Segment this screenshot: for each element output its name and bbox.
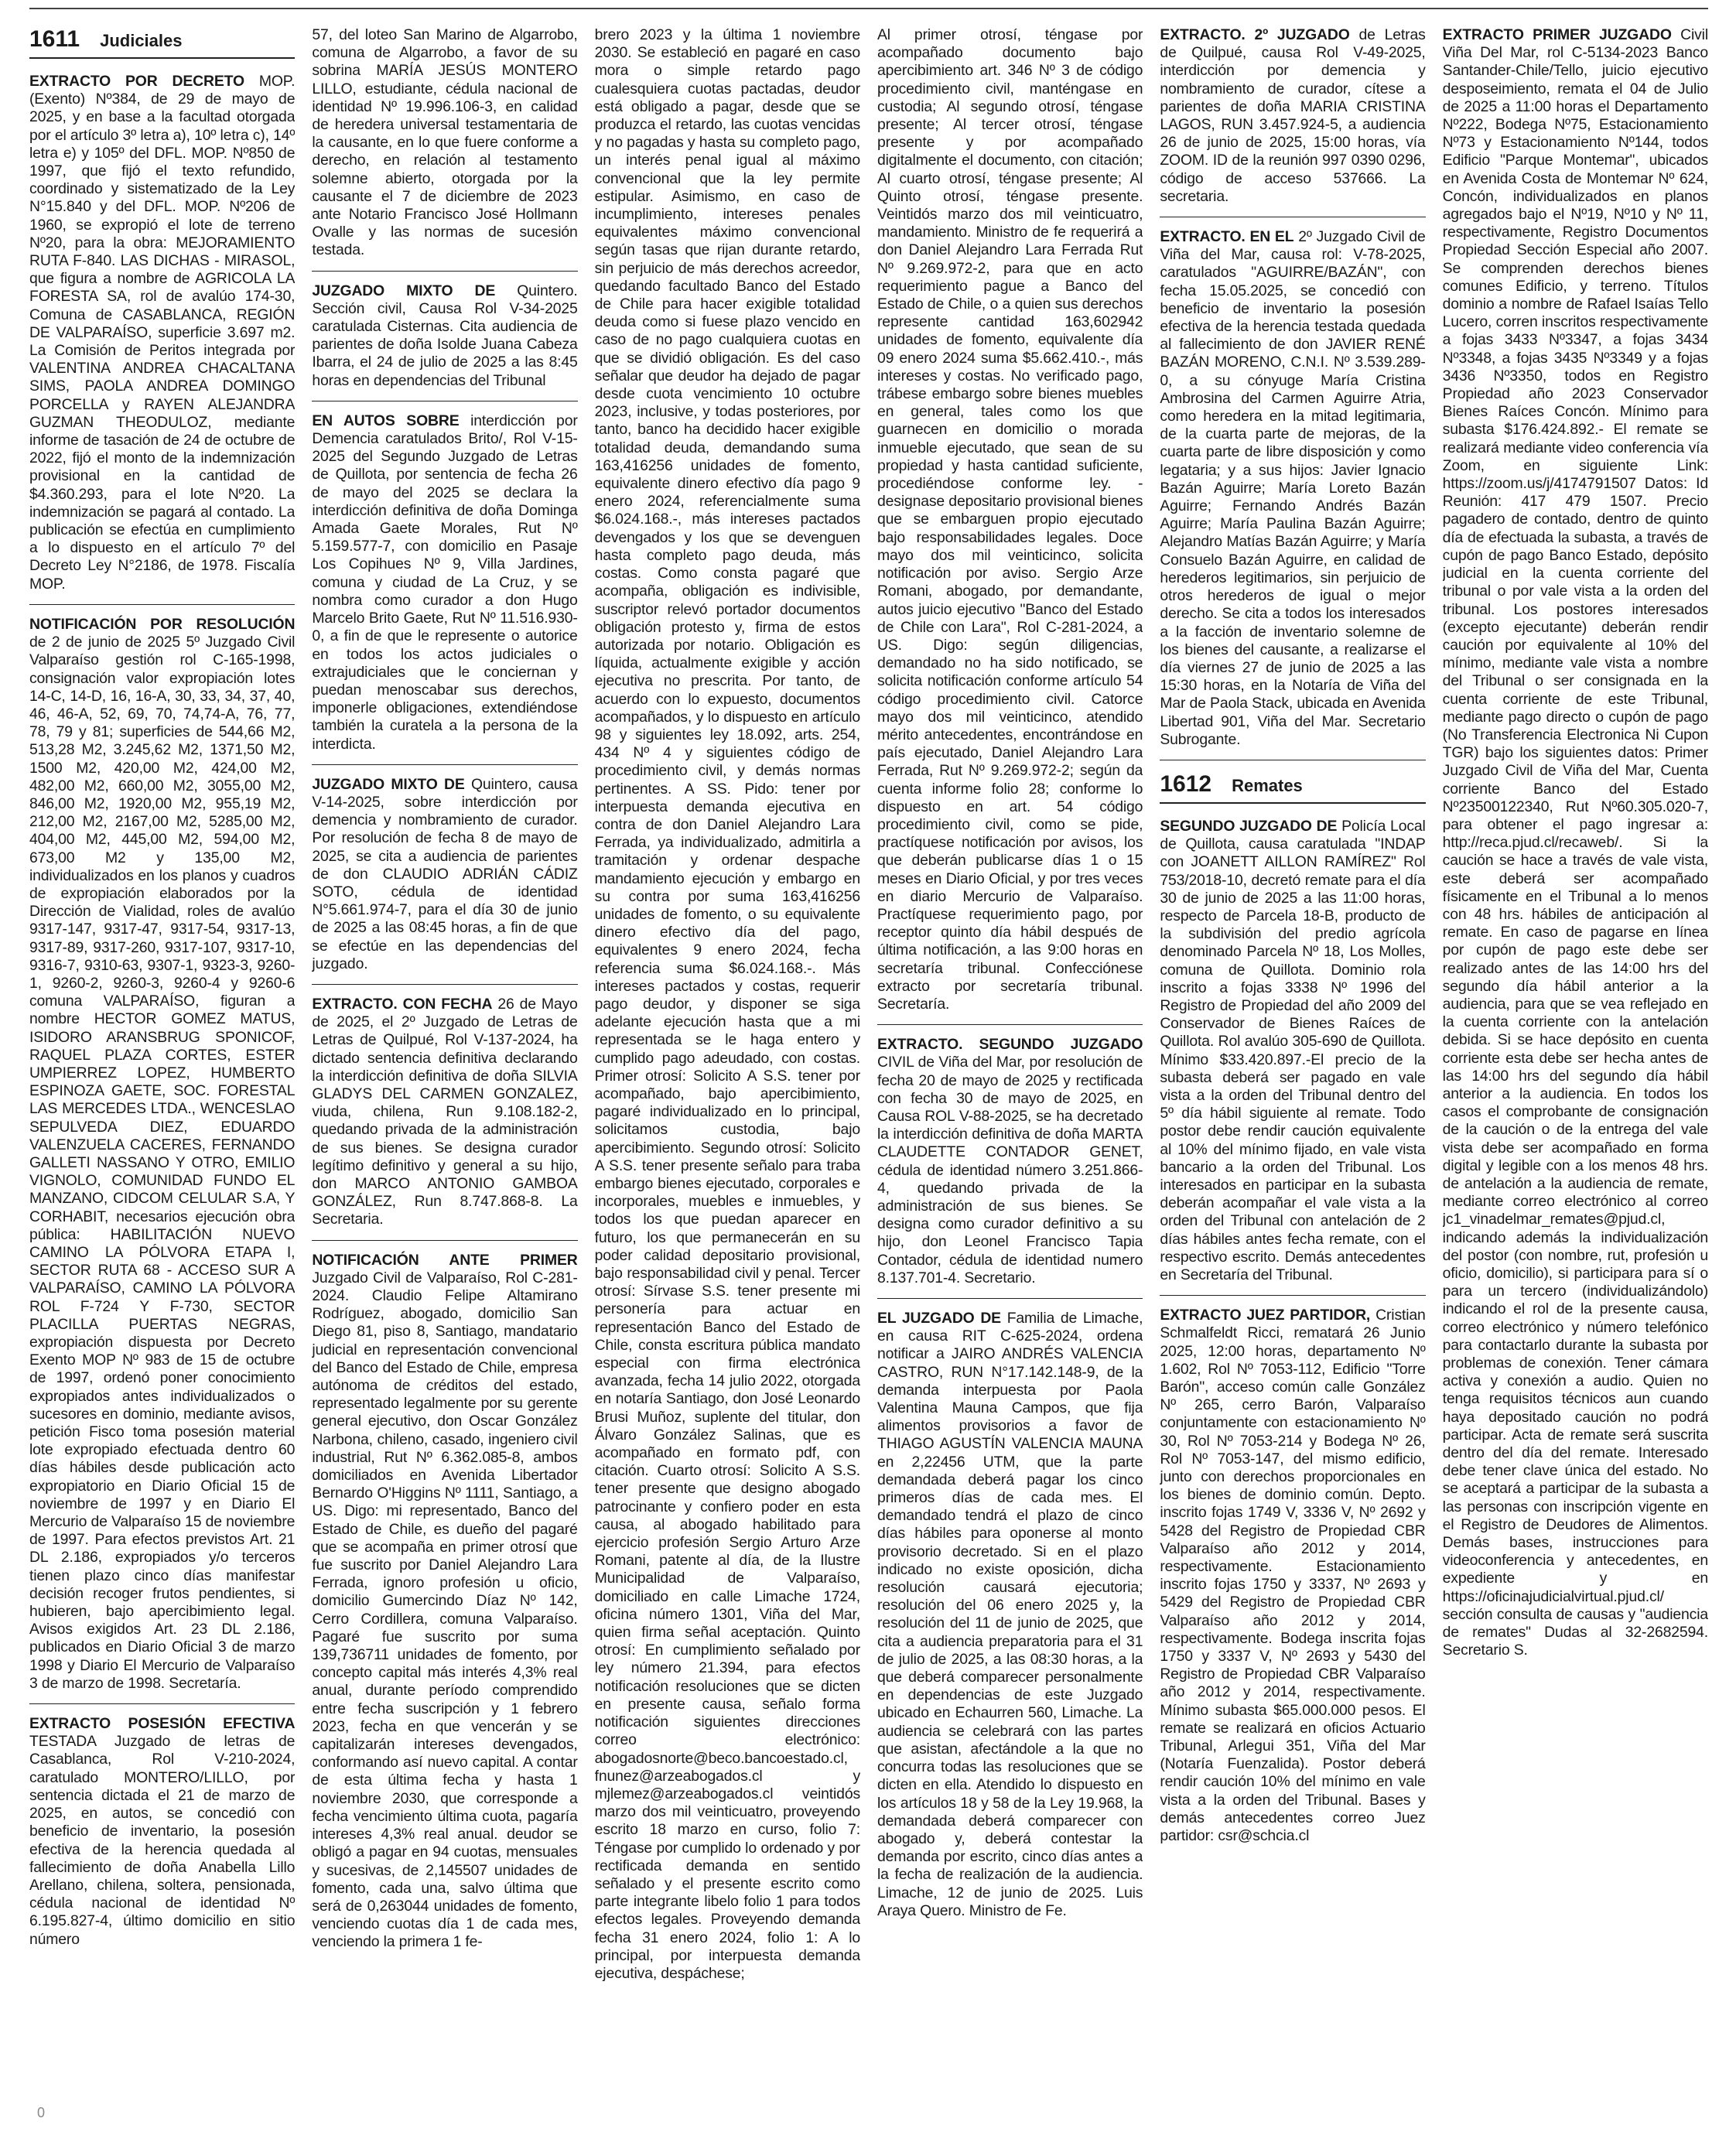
notices-column-2 (312, 26, 577, 1963)
section-number: 1611 (29, 26, 80, 52)
notice-lead: JUZGADO MIXTO DE (312, 775, 465, 793)
notice-lead: EXTRACTO POSESIÓN EFECTIVA (29, 1715, 296, 1733)
legal-notice (29, 73, 295, 605)
page-number: 0 (37, 2105, 46, 2120)
legal-notice (1160, 26, 1425, 217)
column-2 (312, 23, 577, 2081)
legal-notice (29, 616, 295, 1704)
notices-column-1 (29, 73, 295, 1959)
legal-notice (312, 26, 577, 272)
legal-notice (877, 1036, 1143, 1299)
legal-notice (877, 26, 1143, 1025)
legal-notice (1443, 26, 1708, 1670)
notice-text: Quintero, causa V-14-2025, sobre interdicción por demencia y nombramiento de curador. Por resolución de fecha 8 de mayo de 2025, se cita a audiencia de parientes de don CLAUDIO ADRIÁN CÁDIZ SOTO, cédula de identidad N°5.661.974-7, para el día 30 de junio de 2025 a las 08:45 horas, a fin de que se efectúe en las dependencias del juzgado. (312, 775, 578, 972)
notice-text: 26 de Mayo de 2025, el 2º Juzgado de Letras de Letras de Quilpué, Rol V-137-2024, ha dictado sentencia definitiva declarando la interdicción definitiva de doña SILVIA GLADYS DEL CARMEN GONZALEZ, viuda, chilena, Run 9.108.182-2, quedando privada de la administración de sus bienes. Se designa curador legítimo definitivo y general a su hijo, don MARCO ANTONIO GAMBOA GONZÁLEZ, Run 8.747.868-8. La Secretaria. (312, 995, 578, 1228)
section-name: Remates (1232, 775, 1303, 795)
notice-lead: SEGUNDO JUZGADO DE (1160, 817, 1338, 835)
notice-lead: EXTRACTO. 2º JUZGADO (1160, 26, 1350, 43)
legal-notice (1160, 228, 1425, 760)
section-header-remates (1160, 771, 1425, 804)
notice-lead: EXTRACTO. CON FECHA (312, 995, 493, 1013)
notice-text: brero 2023 y la última 1 noviembre 2030. Se estableció en pagaré en caso mora o simple retardo pago cualesquiera cuotas pactadas, deudor está obligado a pagar, desde que se produzca el retardo, las cuotas vencidas y no pagadas y hasta su completo pago, un interés penal igual al máximo convencional que la ley permite estipular. Asimismo, en caso de incumplimiento, intereses penales equivalentes máximo convencional según tasas que rijan durante retardo, sin perjuicio de más derechos acreedor, quedando facultado Banco del Estado de Chile para hacer exigible totalidad deuda como si fuese plazo vencido en caso de no pago cualquiera cuotas en que se dividió obligación. Es del caso señalar que deudor ha dejado de pagar desde cuota vencimiento 10 octubre 2023, inclusive, y todas posteriores, por tanto, banco ha decidido hacer exigible totalidad deuda, demandando suma 163,416256 unidades de fomento, equivalente dinero efectivo día pago 9 enero 2024, referencialmente suma $6.024.168.-, más intereses pactados devengados y los que se devenguen hasta completo pago deuda, más costas. Como consta pagaré que acompaña, obligación es indivisible, suscriptor relevó portador documentos obligación protesto y, firma de estos autorizada por notario. Obligación es líquida, actualmente exigible y acción ejecutiva no prescrita. Por tanto, de acuerdo con lo expuesto, documentos acompañados, y lo dispuesto en artículo 98 y siguientes ley 18.092, arts. 254, 434 Nº 4 y siguientes código de procedimiento civil, y demás normas pertinentes. A SS. Pido: tener por interpuesta demanda ejecutiva en contra de don Daniel Alejandro Lara Ferrada, ya individualizado, admitirla a tramitación y ordenar despache mandamiento ejecución y embargo en su contra por suma 163,416256 unidades de fomento, o su equivalente dinero efectivo día del pago, equivalentes 9 enero 2024, fecha referencia suma $6.024.168.-. Más intereses pactados y costas, requerir pago deudor, y disponer se siga adelante ejecución hasta que a mi representada se le haga entero y cumplido pago adeudado, con costas. Primer otrosí: Solicito A S.S. tener por acompañado, bajo apercibimiento, pagaré individualizado en lo principal, solicitamos custodia, bajo apercibimiento. Segundo otrosí: Solicito A S.S. tener presente señalo para traba embargo bienes ejecutado, corporales e incorporales, muebles e inmuebles, y todos los que puedan aparecer en futuro, los que permanecerán en su poder calidad depositario provisional, bajo responsabilidad civil y penal. Tercer otrosí: Sírvase S.S. tener presente mi personería para actuar en representación Banco del Estado de Chile, consta escritura pública mandato especial con firma electrónica avanzada, fecha 14 julio 2022, otorgada en notaría Santiago, don José Leonardo Brusi Muñoz, suplente del titular, don Álvaro González Salinas, que es acompañado en formato pdf, con citación. Cuarto otrosí: Solicito A S.S. tener presente que designo abogado patrocinante y confiero poder en esta causa, al abogado habilitado para ejercicio profesión Sergio Arturo Arze Romani, patente al día, de la Ilustre Municipalidad de Valparaíso, domiciliado en calle Limache 1724, oficina número 1301, Viña del Mar, quien firma señal aceptación. Quinto otrosí: En cumplimiento señalado por ley número 21.394, para efectos notificación resoluciones que se dicten en presente causa, señalo forma notificación siguientes direcciones correo electrónico: abogadosnorte@beco.bancoestado.cl, fnunez@arzeabogados.cl y mjlemez@arzeabogados.cl veintidós marzo dos mil veinticuatro, proveyendo escrito 18 marzo en curso, folio 7: Téngase por cumplido lo ordenado y por rectificada demanda en sentido señalado y el presente escrito como parte integrante libelo folio 1 para todos efectos legales. Proveyendo demanda fecha 31 enero 2024, folio 1: A lo principal, por interpuesta demanda ejecutiva, despáchese; (594, 26, 860, 1982)
column-3 (595, 23, 860, 2081)
section-name: Judiciales (100, 31, 183, 50)
top-rule (29, 8, 1708, 9)
legal-notice (312, 1252, 577, 1963)
notice-text: Civil Viña Del Mar, rol C-5134-2023 Banco Santander-Chile/Tello, juicio ejecutivo desposeimiento, remata el 04 de Julio de 2025 a 11:00 horas el Departamento Nº222, Bodega Nº75, Estacionamiento Nº73 y Estacionamiento Nº144, todos Edificio "Parque Montemar", ubicados en Avenida Costa de Montemar Nº 624, Concón, individualizados en planos agregados bajo el Nº19, Nº10 y Nº 11, respectivamente, Registro Documentos Propiedad Sección Especial año 2007. Se comprenden derechos bienes comunes Edificio, y terreno. Títulos dominio a nombre de Rafael Isaías Tello Lucero, corren inscritos respectivamente a fojas 3433 Nº3347, a fojas 3434 Nº3348, a fojas 3435 Nº3349 y a fojas 3436 Nº3350, todos en Registro Propiedad año 2023 Conservador Bienes Raíces Concón. Mínimo para subasta $176.424.892.- El remate se realizará mediante video conferencia vía Zoom, en siguiente Link: https://zoom.us/j/4174791507 Datos: Id Reunión: 417 479 1507. Precio pagadero de contado, dentro de quinto día de efectuada la subasta, a través de cupón de pago Banco Estado, depósito judicial en la cuenta corriente del tribunal o por vale vista a la orden del tribunal. Los postores interesados (excepto ejecutante) deberán rendir caución por equivalente al 10% del mínimo, mediante vale vista a nombre del Tribunal o ser consignada en la cuenta corriente de este Tribunal, mediante pago directo o cupón de pago (No Transferencia Electronica Ni Cupon TGR) bajo los siguientes datos: Primer Juzgado Civil de Viña del Mar, Cuenta corriente Banco del Estado Nº23500122340, Rut Nº60.305.020-7, para obtener el pago ingresar a: http://reca.pjud.cl/recaweb/. Si la caución se hace a través de vale vista, este deberá ser acompañado físicamente en el Tribunal a lo menos con 48 hrs. hábiles de anticipación al remate. En caso de pagarse en línea por cupón de pago este debe ser realizado antes de las 14:00 hrs del segundo día hábil anterior a la audiencia, para que se vea reflejado en la cuenta corriente con la antelación debida. Si se hace depósito en cuenta corriente esta debe ser hecha antes de las 14:00 hrs del segundo día hábil anterior a la audiencia. En todos los casos el comprobante de consignación de la caución o de la entrega del vale vista debe ser acompañado en forma digital y legible con a los menos 48 hrs. de antelación a la audiencia de remate, mediante correo electrónico al correo jc1_vinadelmar_remates@pjud.cl, indicando además la individualización del postor (con nombre, rut, profesión u oficio, domicilio), si participara para sí o para un tercero (individualizándolo) indicando el rol de la presente causa, correo electrónico y número telefónico para contactarlo durante la subasta por problemas de conexión. Tener cámara activa y conexión a audio. Quien no tenga requisitos técnicos aun cuando haya depositado caución no podrá participar. Acta de remate será suscrita dentro del día del remate. Interesado debe tener clave única del estado. No se aceptará a participar de la subasta a las personas con inscripción vigente en el Registro de Deudores de Alimentos. Demás bases, instrucciones para videoconferencia y antecedentes, en expediente y en https://oficinajudicialvirtual.pjud.cl/ sección consulta de causas y "audiencia de remates" Dudas al 32-2682594. Secretario S. (1442, 26, 1708, 1659)
notice-text: Al primer otrosí, téngase por acompañado documento bajo apercibimiento art. 346 Nº 3 de código procedimiento civil, manténgase en custodia; Al segundo otrosí, téngase presente; Al tercer otrosí, téngase presente y por acompañado digitalmente el documento, con citación; Al cuarto otrosí, téngase presente; Al Quinto otrosí, téngase presente. Veintidós marzo dos mil veinticuatro, mandamiento. Ministro de fe requerirá a don Daniel Alejandro Lara Ferrada Rut Nº 9.269.972-2, para que en acto requerimiento pague a Banco del Estado de Chile, o a quien sus derechos represente cantidad 163,602942 unidades de fomento, equivalente día 09 enero 2024 suma $5.662.410.-, más intereses y costas. No verificado pago, trábese embargo sobre bienes muebles en general, tales como los que guarnecen en domicilio o morada inmueble ejecutado, que sean de su propiedad y hasta cantidad suficiente, procediéndose conforme ley. - designase depositario provisional bienes que se embarguen propio ejecutado bajo responsabilidades legales. Doce mayo dos mil veinticinco, solicita notificación por aviso. Sergio Arze Romani, abogado, por demandante, autos juicio ejecutivo "Banco del Estado de Chile con Lara", Rol C-281-2024, a US. Digo: según diligencias, demandado no ha sido notificado, se solicita notificación conforme artículo 54 código procedimiento civil. Catorce mayo dos mil veinticinco, atendido mérito antecedentes, encontrándose en país ejecutado, Daniel Alejandro Lara Ferrada, Rut Nº 9.269.972-2; según da cuenta informe folio 28; conforme lo dispuesto en art. 54 código procedimiento civil, como se pide, practíquese notificación por avisos, los que deberán publicarse días 1 o 15 meses en Diario Oficial, y por tres veces en diario Mercurio de Valparaíso. Practíquese requerimiento pago, por receptor quinto día hábil después de última notificación, a las 9:00 horas en secretaría tribunal. Confecciónese extracto por secretaría tribunal. Secretaría. (877, 26, 1143, 1013)
notice-lead: EN AUTOS SOBRE (312, 412, 460, 429)
notice-text: Juzgado Civil de Valparaíso, Rol C-281-2024. Claudio Felipe Altamirano Rodríguez, abogado, domicilio San Diego 81, piso 8, Santiago, mandatario judicial en representación convencional del Banco del Estado de Chile, empresa autónoma de créditos del estado, representado legalmente por su gerente general ejecutivo, don Oscar González Narbona, chileno, casado, ingeniero civil industrial, Rut Nº 6.362.085-8, ambos domiciliados en Avenida Libertador Bernardo O'Higgins Nº 1111, Santiago, a US. Digo: mi representado, Banco del Estado de Chile, es dueño del pagaré que se acompaña en primer otrosí que fue suscrito por Daniel Alejandro Lara Ferrada, ignoro profesión u oficio, domicilio Gumercindo Díaz Nº 142, Cerro Cordillera, comuna Valparaíso. Pagaré fue suscrito por suma 139,736711 unidades de fomento, por concepto capital más interés 4,3% real anual, durante período comprendido entre fecha suscripción y 1 febrero 2023, fecha en que vencerán y se capitalizarán intereses devengados, conformando así nuevo capital. A contar de esta última fecha y hasta 1 noviembre 2030, que corresponde a fecha vencimiento última cuota, pagaría intereses 4,3% real anual. deudor se obligó a pagar en 94 cuotas, mensuales y sucesivas, de 2,145507 unidades de fomento, cada una, salvo última que será de 0,263044 unidades de fomento, venciendo cuotas día 1 de cada mes, venciendo la primera 1 fe- (312, 1269, 578, 1951)
column-1 (29, 23, 295, 2081)
columns (29, 23, 1708, 2081)
notice-text: de 2 de junio de 2025 5º Juzgado Civil Valparaíso gestión rol C-165-1998, consignación valor expropiación lotes 14-C, 14-D, 16, 16-A, 30, 33, 34, 37, 40, 46, 46-A, 52, 69, 70, 74,74-A, 76, 77, 78, 79 y 81; superficies de 544,66 M2, 513,28 M2, 3.245,62 M2, 1371,50 M2, 1500 M2, 420,00 M2, 424,00 M2, 482,00 M2, 660,00 M2, 3055,00 M2, 846,00 M2, 1920,00 M2, 955,19 M2, 212,00 M2, 2167,00 M2, 5285,00 M2, 404,00 M2, 445,00 M2, 594,00 M2, 673,00 M2 y 135,00 M2, individualizados en los planos y cuadros de expropiación elaborados por la Dirección de Vialidad, roles de avalúo 9317-147, 9317-47, 9317-54, 9317-13, 9317-89, 9317-260, 9317-107, 9317-10, 9316-7, 9310-63, 9307-1, 9323-3, 9260-1, 9260-2, 9260-3, 9260-4 y 9260-6 comuna VALPARAÍSO, figuran a nombre HECTOR GOMEZ MATUS, ISIDORO ARANSBRUG SPONICOF, RAQUEL PLAZA CORTES, ESTER UMPIERREZ LOPEZ, HUMBERTO ESPINOZA GAETE, SOC. FORESTAL LAS MERCEDES LTDA., WENCESLAO SEPULVEDA DIEZ, EDUARDO VALENZUELA CACERES, FERNANDO GALLETI NASSANO Y OTRO, EMILIO VIGNOLO, COMUNIDAD FUNDO EL MANZANO, CIDCOM CELULAR S.A, Y CORHABIT, necesarios ejecución obra pública: HABILITACIÓN NUEVO CAMINO LA PÓLVORA ETAPA I, SECTOR RUTA 68 - ACCESO SUR A VALPARAÍSO, CAMINO LA PÓLVORA ROL F-724 Y F-730, SECTOR PLACILLA PUERTAS NEGRAS, expropiación dispuesta por Decreto Exento MOP Nº 983 de 15 de octubre de 1997, ordenó poner conocimiento expropiados antes individualizados o sucesores en dominio, mediante avisos, petición Fisco toma posesión material lote expropiado efectuada dentro 60 días hábiles desde publicación acto expropiatorio en Diario Oficial 15 de noviembre de 1997 y en Diario El Mercurio de Valparaíso 15 de noviembre de 1997. Para efectos previstos Art. 21 DL 2.186, expropiados y/o terceros tienen plazo cinco días manifestar decisión recoger frutos pendientes, si hubieren, bajo apercibimiento legal. Avisos exigidos Art. 23 DL 2.186, publicados en Diario Oficial 3 de marzo 1998 y Diario El Mercurio de Valparaíso 3 de marzo de 1998. Secretaría. (29, 634, 296, 1692)
notices-column-6 (1443, 26, 1708, 1670)
column-6 (1443, 23, 1708, 2081)
notices-column-3 (595, 26, 860, 1994)
notice-text: de Letras de Quilpué, causa Rol V-49-2025, interdicción por demencia y nombramiento de curador, cítese a parientes de doña MARIA CRISTINA LAGOS, RUN 3.457.924-5, a audiencia 26 de junio de 2025, 15:00 horas, vía ZOOM. ID de la reunión 997 0390 0296, código de acceso 537666. La secretaria. (1160, 26, 1426, 205)
column-4 (877, 23, 1143, 2081)
notice-lead: NOTIFICACIÓN ANTE PRIMER (312, 1251, 578, 1269)
notice-text: Policía Local de Quillota, causa caratulada "INDAP con JOANETT AILLON RAMÍREZ" Rol 753/2018-10, decretó remate para el día 30 de junio de 2025 a las 11:00 horas, respecto de Parcela 18-B, producto de la subdivisión del predio agrícola denominado Parcela Nº 18, Los Molles, comuna de Quillota. Dominio rola inscrito a fojas 3338 Nº 1996 del Registro de Propiedad del año 2009 del Conservador de Bienes Raíces de Quillota. Rol avalúo 305-690 de Quillota. Mínimo $33.420.897.-El precio de la subasta deberá ser pagado en vale vista a la orden del Tribunal dentro del 5º día hábil siguiente al remate. Todo postor debe rendir caución equivalente al 10% del mínimo fijado, en vale vista bancario a la orden del Tribunal. Los interesados en participar en la subasta deberán acompañar el vale vista a la orden del Tribunal con antelación de 2 días hábiles antes fecha remate, con el respectivo escrito. Demás antecedentes en Secretaría del Tribunal. (1160, 817, 1426, 1283)
column-5 (1160, 23, 1425, 2081)
legal-notice (312, 412, 577, 765)
notice-lead: EXTRACTO POR DECRETO (29, 73, 244, 90)
notice-text: 57, del loteo San Marino de Algarrobo, comuna de Algarrobo, a favor de su sobrina MARÍA JESÚS MONTERO LILLO, estudiante, cédula nacional de identidad Nº 19.996.106-3, en calidad de heredera universal testamentaria de la causante, en lo que fuere conforme a derecho, en relación al testamento solemne abierto, otorgada por la causante el 7 de diciembre de 2023 ante Notario Francisco José Hollmann Ovalle y las normas de sucesión testada. (312, 26, 578, 259)
notice-lead: EXTRACTO. EN EL (1160, 228, 1294, 246)
notice-lead: EXTRACTO JUEZ PARTIDOR, (1160, 1307, 1371, 1324)
legal-notice (595, 26, 860, 1994)
notices-column-5 (1160, 26, 1425, 1856)
section-header-judiciales (29, 26, 295, 59)
section-number: 1612 (1160, 770, 1212, 797)
legal-notice (877, 1310, 1143, 1931)
notice-lead: EL JUZGADO DE (877, 1310, 1001, 1327)
notice-lead: JUZGADO MIXTO DE (312, 282, 496, 299)
legal-notice (312, 996, 577, 1241)
legal-notice (312, 776, 577, 985)
notice-lead: EXTRACTO PRIMER JUZGADO (1442, 26, 1672, 43)
legal-notice (29, 1715, 295, 1959)
notice-text: Cristian Schmalfeldt Ricci, rematará 26 Junio 2025, 12:00 horas, departamento Nº 1.602, Rol Nº 7053-112, Edificio "Torre Barón", acceso común calle González Nº 265, cerro Barón, Valparaíso conjuntamente con estacionamiento Nº 30, Rol Nº 7053-214 y Bodega Nº 26, Rol Nº 7053-147, del mismo edificio, junto con derechos proporcionales en los bienes de dominio común. Depto. inscrito fojas 1749 V, 3336 V, Nº 2692 y 5428 del Registro de Propiedad CBR Valparaíso año 2012 y 2014, respectivamente. Estacionamiento inscrito fojas 1750 y 3337, Nº 2693 y 5429 del Registro de Propiedad CBR Valparaíso año 2012 y 2014, respectivamente. Bodega inscrita fojas 1750 y 3337 V, Nº 2693 y 5430 del Registro de Propiedad CBR Valparaíso año 2012 y 2014, respectivamente. Mínimo subasta $65.000.000 pesos. El remate se realizará en oficios Actuario Tribunal, Arlegui 351, Viña del Mar (Notaría Fuenzalida). Postor deberá rendir caución 10% del mínimo en vale vista a la orden del Tribunal. Bases y demás antecedentes correo Juez partidor: csr@schcia.cl (1160, 1307, 1426, 1845)
notice-lead: EXTRACTO. SEGUNDO JUZGADO (877, 1036, 1143, 1054)
notice-text: 2º Juzgado Civil de Viña del Mar, causa rol: V-78-2025, caratulados "AGUIRRE/BAZÁN", con fecha 15.05.2025, se concedió con beneficio de inventario la posesión efectiva de la herencia testada quedada al fallecimiento de don JAVIER RENÉ BAZÁN MORENO, C.N.I. Nº 3.539.289-0, a su cónyuge María Cristina Ambrosina del Carmen Aguirre Atria, como heredera en la mitad legitimaria, de la cuarta parte de mejoras, de la cuarta parte de libre disposición y como legataria; y a sus hijos: Javier Ignacio Bazán Aguirre; María Loreto Bazán Aguirre; Fernando Andrés Bazán Aguirre; María Paulina Bazán Aguirre; Alejandro Matías Bazán Aguirre; y María Consuelo Bazán Aguirre, en calidad de herederos legitimarios, sin perjuicio de otros herederos de igual o mejor derecho. Se cita a todos los interesados a la facción de inventario solemne de los bienes del causante, a realizarse el día viernes 27 de junio de 2025 a las 15:30 horas, en la Notaría de Viña del Mar de Paola Stack, ubicada en Avenida Libertad 901, Viña del Mar. Secretario Subrogante. (1160, 228, 1426, 748)
notice-text: TESTADA Juzgado de letras de Casablanca, Rol V-210-2024, caratulado MONTERO/LILLO, por sentencia dictada el 21 de marzo de 2025, en autos, se concedió con beneficio de inventario, la posesión efectiva de la herencia quedada al fallecimiento de doña Anabella Lillo Arellano, chilena, soltera, pensionada, cédula nacional de identidad Nº 6.195.827-4, último domicilio en sitio número (29, 1733, 296, 1948)
notice-text: interdicción por Demencia caratulados Brito/, Rol V-15-2025 del Segundo Juzgado de Letras de Quillota, por sentencia de fecha 26 de mayo del 2025 se declara la interdicción definitiva de doña Dominga Amada Gaete Morales, Rut Nº 5.159.577-7, con domicilio en Pasaje Los Copihues Nº 9, Villa Jardines, comuna y ciudad de La Cruz, y se nombra como curador a don Hugo Marcelo Brito Gaete, Rut Nº 11.516.930-0, a fin de que le represente o autorice en todos los actos judiciales o extrajudiciales que le conciernan y puedan menoscabar sus derechos, imponerle obligaciones, extendiéndose también la curatela a la persona de la interdicta. (312, 412, 578, 753)
legal-notice (1160, 1307, 1425, 1856)
notice-lead: NOTIFICACIÓN POR RESOLUCIÓN (29, 615, 296, 633)
notices-column-4 (877, 26, 1143, 1931)
notice-text: Quintero. Sección civil, Causa Rol V-34-2025 caratulada Cisternas. Cita audiencia de parientes de doña Isolde Juana Cabeza Ibarra, el 24 de julio de 2025 a las 8:45 horas en dependencias del Tribunal (312, 282, 578, 389)
notice-text: CIVIL de Viña del Mar, por resolución de fecha 20 de mayo de 2025 y rectificada con fecha 30 de mayo de 2025, en Causa ROL V-88-2025, se ha decretado la interdicción definitiva de doña MARTA CLAUDETTE CONTADOR GENET, cédula de identidad número 3.251.866-4, quedando privada de la administración de sus bienes. Se designa como curador definitivo a su hijo, don Leonel Francisco Tapia Contador, cédula de identidad numero 8.137.701-4. Secretario. (877, 1054, 1143, 1286)
legal-notice (1160, 818, 1425, 1296)
notice-text: Familia de Limache, en causa RIT C-625-2024, ordena notificar a JAIRO ANDRÉS VALENCIA CASTRO, RUN N°17.142.148-9, de la demanda interpuesta por Paola Valentina Mauna Campos, que fija alimentos provisorios a favor de THIAGO AGUSTÍN VALENCIA MAUNA en 2,22456 UTM, que la parte demandada deberá pagar los cinco primeros días de cada mes. El demandado tendrá el plazo de cinco días hábiles para oponerse al monto provisorio decretado. Si en el plazo indicado no existe oposición, dicha resolución causará ejecutoria; resolución del 06 enero 2025 y, la resolución del 11 de junio de 2025, que cita a audiencia preparatoria para el 31 de julio de 2025, a las 08:30 horas, a la que deberá comparecer personalmente en dependencias de este Juzgado ubicado en Echaurren 560, Limache. La audiencia se celebrará con las partes que asistan, afectándole a la que no concurra todas las resoluciones que se dicten en ella. Atendido lo dispuesto en los artículos 18 y 58 de la Ley 19.968, la demandada deberá comparecer con abogado y, deberá contestar la demanda por escrito, cinco días antes a la fecha de realización de la audiencia. Limache, 12 de junio de 2025. Luis Araya Quero. Ministro de Fe. (877, 1310, 1143, 1919)
legal-notice (312, 282, 577, 401)
notice-text: MOP. (Exento) Nº384, de 29 de mayo de 2025, y en base a la facultad otorgada por el artículo 3º letra a), 10º letra c), 14º letra e) y 105º del DFL. MOP. Nº850 de 1997, que fijó el texto refundido, coordinado y sistematizado de la Ley N°15.840 y del DFL. MOP. Nº206 de 1960, se expropió el lote de terreno Nº20, para la obra: MEJORAMIENTO RUTA F-840. LAS DICHAS - MIRASOL, que figura a nombre de AGRICOLA LA FORESTA SA, rol de avalúo 174-30, Comuna de CASABLANCA, REGIÓN DE VALPARAÍSO, superficie 3.697 m2. La Comisión de Peritos integrada por VALENTINA ANDREA CHACALTANA SIMS, PAOLA ANDREA DOMINGO PORCELLA y RAYEN ALEJANDRA GUZMAN THEODULOZ, mediante informe de tasación de 24 de octubre de 2022, fijó el monto de la indemnización provisional en la cantidad de $4.360.293, para el lote Nº20. La indemnización se pagará al contado. La publicación se efectúa en cumplimiento a lo dispuesto en el artículo 7º del Decreto Ley N°2186, de 1978. Fiscalía MOP. (29, 73, 296, 593)
